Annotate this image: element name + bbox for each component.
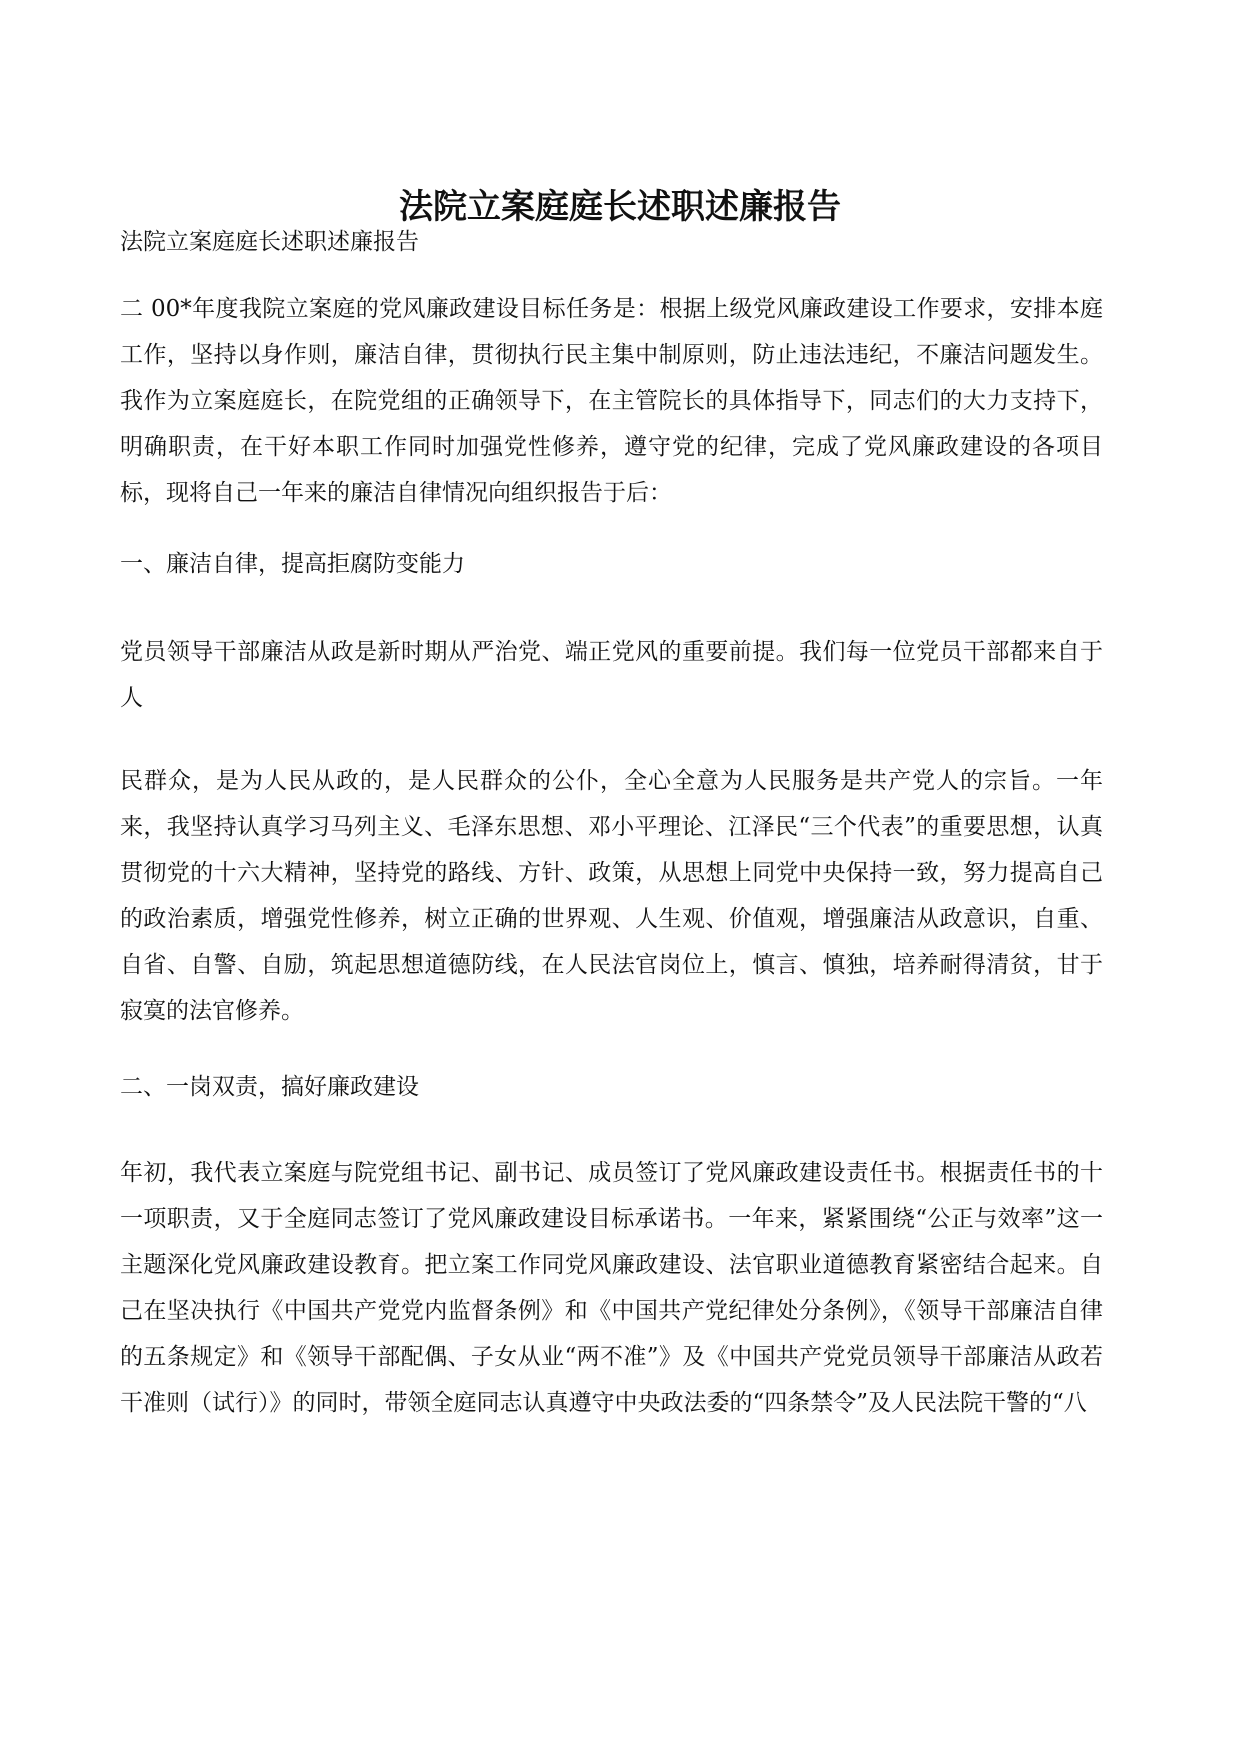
section-2-paragraph-1: 年初，我代表立案庭与院党组书记、副书记、成员签订了党风廉政建设责任书。根据责任书的十一项职责，又于全庭同志签订了党风廉政建设目标承诺书。一年来，紧紧围绕“公正与效率”这一主题深化党风廉政建设教育。把立案工作同党风廉政建设、法官职业道德教育紧密结合起来。自己在坚决执行《中国共产党党内监督条例》和《中国共产党纪律处分条例》，《领导干部廉洁自律的五条规定》和《领导干部配偶、子女从业“两不准”》及《中国共产党党员领导干部廉洁从政若干准则（试行）》的同时，带领全庭同志认真遵守中央政法委的“四条禁令”及人民法院干警的“八	[120, 1160, 1103, 1416]
document-title: 法院立案庭庭长述职述廉报告	[399, 186, 841, 227]
section-1-paragraph-1: 党员领导干部廉洁从政是新时期从严治党、端正党风的重要前提。我们每一位党员干部都来自于人	[120, 639, 1103, 711]
section-1-paragraph-2: 民群众，是为人民从政的，是人民群众的公仆，全心全意为人民服务是共产党人的宗旨。一年来，我坚持认真学习马列主义、毛泽东思想、邓小平理论、江泽民“三个代表”的重要思想，认真贯彻党的十六大精神，坚持党的路线、方针、政策，从思想上同党中央保持一致，努力提高自己的政治素质，增强党性修养，树立正确的世界观、人生观、价值观，增强廉洁从政意识，自重、自省、自警、自励，筑起思想道德防线，在人民法官岗位上，慎言、慎独，培养耐得清贫，甘于寂寞的法官修养。	[120, 768, 1103, 1024]
document-subtitle: 法院立案庭庭长述职述廉报告	[120, 229, 419, 255]
section-2-heading: 二、一岗双责，搞好廉政建设	[120, 1074, 419, 1100]
section-1-heading: 一、廉洁自律，提高拒腐防变能力	[120, 551, 465, 577]
intro-paragraph: 二 00*年度我院立案庭的党风廉政建设目标任务是：根据上级党风廉政建设工作要求，安排本庭工作，坚持以身作则，廉洁自律，贯彻执行民主集中制原则，防止违法违纪，不廉洁问题发生。我作为立案庭庭长，在院党组的正确领导下，在主管院长的具体指导下，同志们的大力支持下，明确职责，在干好本职工作同时加强党性修养，遵守党的纪律，完成了党风廉政建设的各项目标，现将自己一年来的廉洁自律情况向组织报告于后：	[120, 296, 1103, 506]
